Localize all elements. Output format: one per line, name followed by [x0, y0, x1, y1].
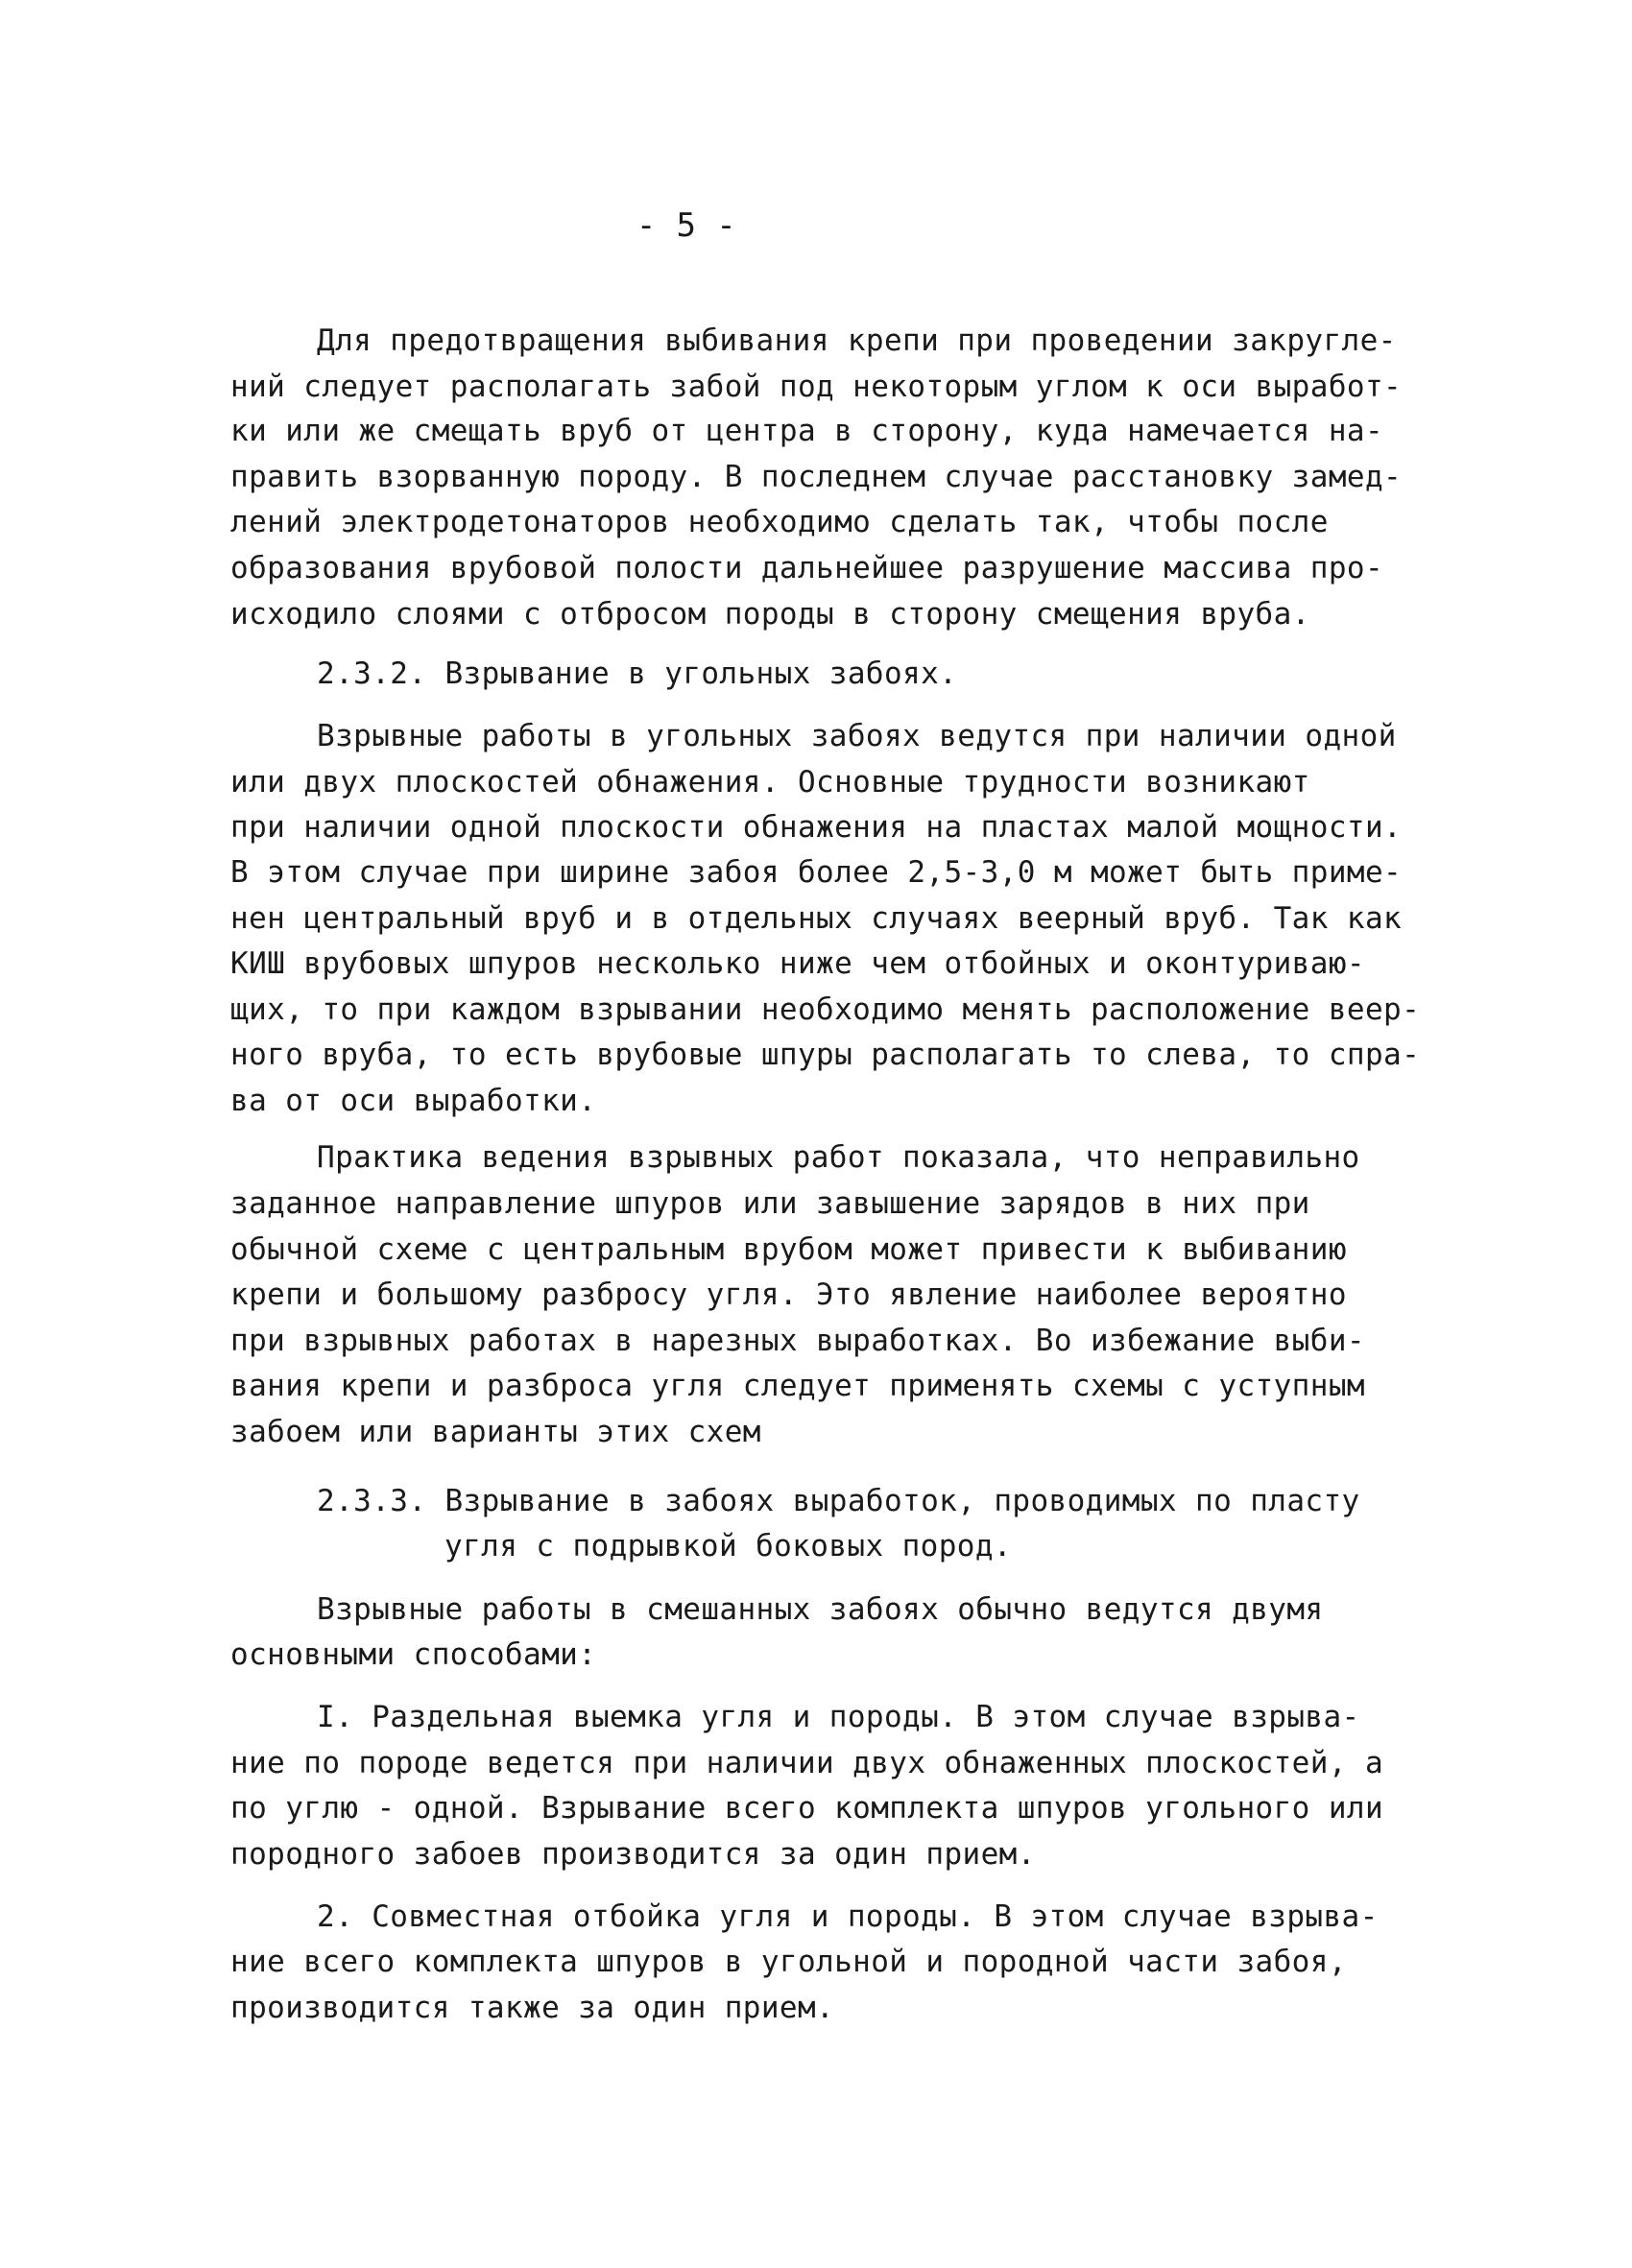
list-item-text: I. Раздельная выемка угля и породы. В этом случае взрыва-	[317, 1700, 1360, 1734]
list-item-text: 2. Совместная отбойка угля и породы. В этом случае взрыва-	[317, 1899, 1379, 1934]
text-line: породного забоев производится за один прием.	[230, 1837, 1036, 1872]
text-line: Для предотвращения выбивания крепи при проведении закругле-	[317, 323, 1397, 358]
text-line: ва от оси выработки.	[230, 1084, 597, 1118]
text-line: править взорванную породу. В последнем случае расстановку замед-	[230, 460, 1403, 494]
text-line: по углю - одной. Взрывание всего комплекта шпуров угольного или	[230, 1791, 1384, 1826]
text-line: ний следует располагать забой под некоторым углом к оси выработ-	[230, 370, 1403, 404]
text-line: КИШ врубовых шпуров несколько ниже чем отбойных и оконтуриваю-	[230, 946, 1365, 981]
text-line: заданное направление шпуров или завышение зарядов в них при	[230, 1186, 1310, 1221]
text-line: обычной схеме с центральным врубом может привести к выбиванию	[230, 1232, 1347, 1267]
text-line: нен центральный вруб и в отдельных случаях веерный вруб. Так как	[230, 901, 1403, 936]
text-line: основными способами:	[230, 1637, 597, 1672]
text-line: забоем или варианты этих схем	[230, 1415, 761, 1449]
text-line: вания крепи и разброса угля следует применять схемы с уступным	[230, 1369, 1365, 1403]
text-line: лений электродетонаторов необходимо сделать так, чтобы после	[230, 505, 1329, 539]
text-line: при взрывных работах в нарезных выработках. Во избежание выби-	[230, 1324, 1365, 1358]
text-line: или двух плоскостей обнажения. Основные трудности возникают	[230, 765, 1310, 800]
text-line: В этом случае при ширине забоя более 2,5-3,0 м может быть приме-	[230, 855, 1403, 890]
text-line: ки или же смещать вруб от центра в сторону, куда намечается на-	[230, 414, 1384, 448]
text-line: образования врубовой полости дальнейшее разрушение массива про-	[230, 551, 1384, 585]
text-line: производится также за один прием.	[230, 1991, 835, 2025]
text-line: щих, то при каждом взрывании необходимо менять расположение веер-	[230, 992, 1421, 1027]
text-line: при наличии одной плоскости обнажения на пластах малой мощности.	[230, 810, 1403, 845]
text-line: Практика ведения взрывных работ показала, что неправильно	[317, 1140, 1360, 1175]
text-line: ние по породе ведется при наличии двух обнаженных плоскостей, а	[230, 1746, 1384, 1780]
text-line: Взрывные работы в угольных забоях ведутся при наличии одной	[317, 719, 1397, 753]
section-heading: 2.3.2. Взрывание в угольных забоях.	[317, 657, 958, 691]
text-line: Взрывные работы в смешанных забоях обычно ведутся двумя	[317, 1592, 1324, 1627]
text-line: крепи и большому разбросу угля. Это явление наиболее вероятно	[230, 1277, 1347, 1312]
text-line: ного вруба, то есть врубовые шпуры располагать то слева, то спра-	[230, 1038, 1421, 1072]
text-line: исходило слоями с отбросом породы в сторону смещения вруба.	[230, 597, 1310, 632]
section-heading-continuation: угля с подрывкой боковых пород.	[444, 1529, 1012, 1564]
page-number: - 5 -	[636, 206, 737, 245]
section-heading: 2.3.3. Взрывание в забоях выработок, проводимых по пласту	[317, 1484, 1360, 1518]
text-line: ние всего комплекта шпуров в угольной и породной части забоя,	[230, 1945, 1347, 1979]
